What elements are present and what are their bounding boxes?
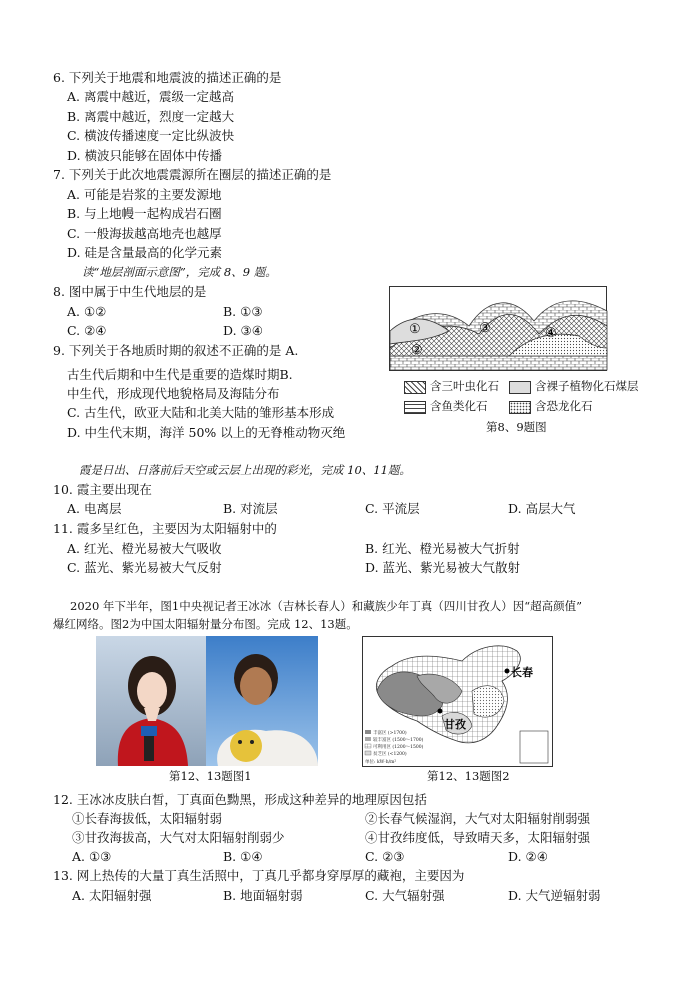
china-solar-radiation-map — [362, 636, 553, 767]
q9-line-4: D. 中生代末期，海洋 50% 以上的无脊椎动物灭绝 — [67, 425, 346, 440]
map-caption: 第12、13题图2 — [427, 769, 510, 783]
q9-stem: 9. 下列关于各地质时期的叙述不正确的是 A. — [53, 343, 299, 358]
legend-swatch-crosshatch — [404, 381, 426, 394]
intro-12-13-line-1: 2020 年下半年，图1中央视记者王冰冰（吉林长春人）和藏族少年丁真（四川甘孜人）因“超高颜值” — [70, 599, 582, 613]
map-label-ganzi: 甘孜 — [444, 718, 466, 731]
q8-option-d: D. ③④ — [223, 323, 263, 338]
intro-12-13-line-2: 爆红网络。图2为中国太阳辐射量分布图。完成 12、13题。 — [53, 617, 358, 631]
photo-caption: 第12、13题图1 — [169, 769, 252, 783]
q12-item-3: ③甘孜海拔高，大气对太阳辐射削弱少 — [72, 830, 285, 845]
q12-item-2: ②长春气候湿润，大气对太阳辐射削弱强 — [365, 811, 591, 826]
map-legend-2: 较丰富区 (1500～1700) — [373, 738, 424, 743]
strata-label-4: ④ — [545, 326, 557, 341]
q8-option-a: A. ①② — [67, 304, 107, 319]
strata-figure-caption: 第8、9题图 — [486, 420, 547, 434]
legend-dinosaur: 含恐龙化石 — [509, 397, 593, 415]
q9-line-2: 中生代，形成现代地貌格局及海陆分布 — [67, 386, 280, 401]
legend-swatch-gray — [509, 381, 531, 394]
q6-option-c: C. 横波传播速度一定比纵波快 — [67, 128, 235, 143]
map-legend-3: 可利用区 (1200～1500) — [373, 745, 424, 750]
q11-option-a: A. 红光、橙光易被大气吸收 — [67, 541, 222, 556]
strata-profile-diagram — [389, 286, 608, 372]
q12-option-d: D. ②④ — [508, 849, 548, 864]
q7-stem: 7. 下列关于此次地震震源所在圈层的描述正确的是 — [53, 167, 332, 182]
q11-stem: 11. 霞多呈红色，主要因为太阳辐射中的 — [53, 521, 277, 536]
q10-option-d: D. 高层大气 — [508, 501, 576, 516]
q9-line-1: 古生代后期和中生代是重要的造煤时期B. — [67, 367, 293, 382]
q6-stem: 6. 下列关于地震和地震波的描述正确的是 — [53, 70, 282, 85]
read-instruction-8-9: 读“地层剖面示意图”，完成 8、9 题。 — [82, 265, 277, 279]
q7-option-c: C. 一般海拔越高地壳也越厚 — [67, 226, 222, 241]
legend-fish: 含鱼类化石 — [404, 397, 488, 415]
q10-option-a: A. 电离层 — [67, 501, 122, 516]
q12-stem: 12. 王冰冰皮肤白皙，丁真面色黝黑，形成这种差异的地理原因包括 — [53, 792, 427, 807]
q12-option-b: B. ①④ — [223, 849, 263, 864]
map-unit: 单位: kW·h/m² — [365, 760, 397, 765]
q7-option-b: B. 与上地幔一起构成岩石圈 — [67, 206, 222, 221]
q12-item-4: ④甘孜纬度低，导致晴天多，太阳辐射强 — [365, 830, 591, 845]
reporter-and-youth-photo — [96, 636, 318, 766]
q11-option-c: C. 蓝光、紫光易被大气反射 — [67, 560, 222, 575]
map-label-changchun: 长春 — [511, 666, 533, 679]
read-instruction-10-11: 霞是日出、日落前后天空或云层上出现的彩光，完成 10、11题。 — [79, 463, 411, 477]
legend-swatch-dots — [509, 401, 531, 414]
q12-option-c: C. ②③ — [365, 849, 405, 864]
q6-option-b: B. 离震中越近，烈度一定越大 — [67, 109, 235, 124]
q10-stem: 10. 霞主要出现在 — [53, 482, 152, 497]
q7-option-a: A. 可能是岩浆的主要发源地 — [67, 187, 222, 202]
legend-trilobite: 含三叶虫化石 — [404, 377, 499, 395]
q8-stem: 8. 图中属于中生代地层的是 — [53, 284, 207, 299]
strata-label-3: ③ — [479, 321, 491, 336]
legend-gymnosperm: 含裸子植物化石煤层 — [509, 377, 639, 395]
q10-option-c: C. 平流层 — [365, 501, 420, 516]
q12-option-a: A. ①③ — [72, 849, 112, 864]
legend-swatch-brick — [404, 401, 426, 414]
strata-label-2: ② — [411, 343, 423, 358]
q7-option-d: D. 硅是含量最高的化学元素 — [67, 245, 223, 260]
q8-option-b: B. ①③ — [223, 304, 263, 319]
q13-option-d: D. 大气逆辐射弱 — [508, 888, 601, 903]
q9-line-3: C. 古生代，欧亚大陆和北美大陆的雏形基本形成 — [67, 405, 335, 420]
strata-label-1: ① — [409, 322, 421, 337]
q12-item-1: ①长春海拔低，太阳辐射弱 — [72, 811, 223, 826]
q13-option-b: B. 地面辐射弱 — [223, 888, 303, 903]
q11-option-b: B. 红光、橙光易被大气折射 — [365, 541, 520, 556]
q6-option-d: D. 横波只能够在固体中传播 — [67, 148, 223, 163]
q6-option-a: A. 离震中越近，震级一定越高 — [67, 89, 234, 104]
map-legend-4: 贫乏区 (<1200) — [373, 752, 407, 757]
q8-option-c: C. ②④ — [67, 323, 107, 338]
map-legend-1: 丰富区 (>1700) — [373, 731, 407, 736]
q10-option-b: B. 对流层 — [223, 501, 278, 516]
q13-option-a: A. 太阳辐射强 — [72, 888, 152, 903]
q13-option-c: C. 大气辐射强 — [365, 888, 445, 903]
q11-option-d: D. 蓝光、紫光易被大气散射 — [365, 560, 521, 575]
q13-stem: 13. 网上热传的大量丁真生活照中，丁真几乎都身穿厚厚的藏袍，主要因为 — [53, 868, 465, 883]
